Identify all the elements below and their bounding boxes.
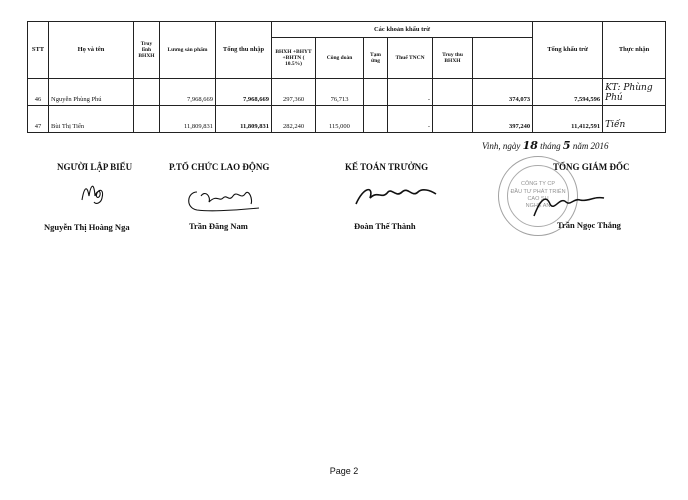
cell-advance bbox=[364, 79, 388, 106]
signatory-name-chief-accountant: Đoàn Thế Thành bbox=[354, 221, 416, 231]
cell-back-pay bbox=[134, 79, 160, 106]
signature-thang bbox=[530, 190, 610, 222]
page-number: Page 2 bbox=[329, 466, 359, 476]
header-back-pay: Truy lĩnh BHXH bbox=[134, 22, 160, 79]
date-line bbox=[482, 139, 609, 152]
cell-net-pay: 7,594,596 bbox=[533, 79, 603, 106]
cell-total-income: 7,968,669 bbox=[216, 79, 272, 106]
header-net-pay: Thực nhận bbox=[603, 22, 666, 79]
date-place: Vinh, ngày bbox=[482, 141, 521, 151]
header-deductions-group: Các khoản khấu trừ bbox=[272, 22, 533, 38]
cell-pit: - bbox=[388, 106, 433, 133]
cell-signature: Tiến bbox=[603, 106, 666, 133]
signature-thanh bbox=[350, 180, 440, 210]
cell-product-salary: 11,809,831 bbox=[160, 106, 216, 133]
header-pit: Thuế TNCN bbox=[388, 38, 433, 79]
cell-insurance-recovery bbox=[433, 79, 473, 106]
header-product-salary: Lương sản phẩm bbox=[160, 22, 216, 79]
company-stamp: CÔNG TY CP ĐẦU TƯ PHÁT TRIỂN CAO SU NGHỆ AN bbox=[498, 156, 578, 236]
date-year: năm 2016 bbox=[572, 141, 609, 151]
cell-advance bbox=[364, 106, 388, 133]
date-month-label: tháng bbox=[540, 141, 561, 151]
signatory-title-general-director: TỔNG GIÁM ĐỐC bbox=[553, 162, 630, 172]
signatory-name-preparer: Nguyễn Thị Hoàng Nga bbox=[44, 222, 130, 232]
date-month: 5 bbox=[562, 139, 571, 152]
cell-net-pay: 11,412,591 bbox=[533, 106, 603, 133]
cell-total-deduction: 397,240 bbox=[473, 106, 533, 133]
cell-name: Nguyễn Phùng Phú bbox=[49, 79, 134, 106]
cell-name: Bùi Thị Tiến bbox=[49, 106, 134, 133]
signatory-title-chief-accountant: KẾ TOÁN TRƯỞNG bbox=[345, 162, 429, 172]
table-header bbox=[28, 22, 666, 79]
cell-total-income: 11,809,831 bbox=[216, 106, 272, 133]
header-union-fee: Công đoàn bbox=[316, 38, 364, 79]
cell-insurance-recovery bbox=[433, 106, 473, 133]
cell-back-pay bbox=[134, 106, 160, 133]
header-total-income: Tổng thu nhập bbox=[216, 22, 272, 79]
signature-nga bbox=[78, 178, 118, 208]
cell-union-fee: 115,000 bbox=[316, 106, 364, 133]
cell-stt: 46 bbox=[28, 79, 49, 106]
cell-signature: KT: Phùng Phú bbox=[603, 79, 666, 106]
table-row bbox=[28, 79, 666, 106]
header-total-deduction: Tổng khấu trừ bbox=[533, 22, 603, 79]
header-stt: STT bbox=[28, 22, 49, 79]
signatory-title-labor: P.TỔ CHỨC LAO ĐỘNG bbox=[169, 162, 270, 172]
signature-nam bbox=[183, 184, 268, 216]
cell-total-deduction: 374,073 bbox=[473, 79, 533, 106]
cell-stt: 47 bbox=[28, 106, 49, 133]
signatory-name-labor: Trần Đăng Nam bbox=[189, 221, 248, 231]
cell-product-salary: 7,968,669 bbox=[160, 79, 216, 106]
signatory-title-preparer: NGƯỜI LẬP BIỂU bbox=[57, 162, 133, 172]
payroll-table bbox=[27, 21, 666, 133]
cell-insurance: 297,360 bbox=[272, 79, 316, 106]
header-advance: Tạm ứng bbox=[364, 38, 388, 79]
cell-pit: - bbox=[388, 79, 433, 106]
header-name: Họ và tên bbox=[49, 22, 134, 79]
cell-insurance: 282,240 bbox=[272, 106, 316, 133]
date-day: 18 bbox=[522, 139, 538, 152]
cell-union-fee: 76,713 bbox=[316, 79, 364, 106]
header-insurance-recovery: Truy thu BHXH bbox=[433, 38, 473, 79]
signatory-name-general-director: Trần Ngọc Thắng bbox=[557, 220, 621, 230]
header-insurance: BHXH +BHYT +BHTN ( 10.5%) bbox=[272, 38, 316, 79]
table-row bbox=[28, 106, 666, 133]
